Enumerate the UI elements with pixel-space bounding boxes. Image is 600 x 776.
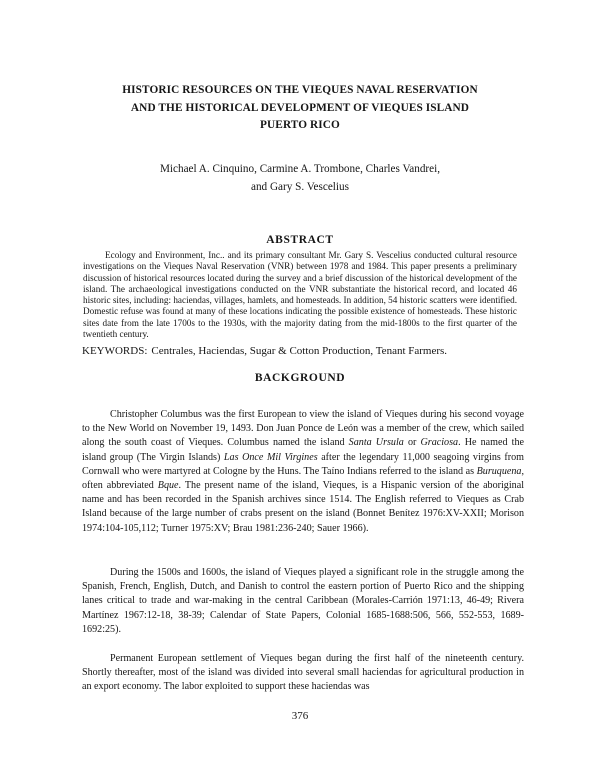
keywords-text: Centrales, Haciendas, Sugar & Cotton Production, Tenant Farmers.	[151, 345, 448, 357]
authors-line-1: Michael A. Cinquino, Carmine A. Trombone, Charles Vandrei,	[159, 163, 441, 175]
abstract-heading: ABSTRACT	[266, 234, 334, 246]
p1-text-a: Christopher Columbus was the first European to view the island of Vieques during his second voyage to the New World on November 19, 1493. Don Juan Ponce de León was a member of the crew, which sailed along the south coast of Vieques. Columbus named the island	[82, 409, 524, 449]
background-paragraph-1	[82, 408, 524, 536]
p1-text-b: or	[403, 437, 421, 449]
p1-italic-las-once-mil-virgines: Las Once Mil Virgines	[223, 451, 318, 463]
keywords-label: KEYWORDS:	[82, 345, 148, 357]
p1-italic-bque: Bque	[157, 480, 179, 492]
page-number: 376	[291, 710, 309, 722]
authors-line-2: and Gary S. Vescelius	[251, 181, 349, 193]
background-paragraph-2: During the 1500s and 1600s, the island of Vieques played a significant role in the struggle among the Spanish, French, English, Dutch, and Danish to control the eastern portion of Puerto Rico and the shipping lanes critical to trade and war-making in the central Caribbean (Morales-Carrión 1971:13, 46-49; Rivera Martínez 1967:12-18, 38-39; Calendar of State Papers, Colonial 1685-1688:506, 566, 552-553, 1689-1692:25).	[82, 567, 524, 635]
p1-text-e: , often abbreviated	[82, 465, 524, 492]
keywords	[82, 345, 522, 357]
p1-text-f: . The present name of the island, Vieques, is a Hispanic version of the aboriginal name and has been recorded in the Spanish archives since 1514. The English referred to Vieques as Crab Island because of the large number of crabs present on the island (Bonnet Benítez 1976:XV-XXII; Morison 1974:104-105,112; Turner 1975:XV; Brau 1981:236-240; Sauer 1966).	[82, 480, 524, 534]
p1-italic-graciosa: Graciosa	[420, 437, 459, 449]
p1-text-d: after the legendary 11,000 seagoing virgins from Cornwall who were martyred at Cologne by the Huns. The Taíno Indians referred to the island as	[82, 451, 524, 477]
background-paragraph-3: Permanent European settlement of Vieques began during the first half of the nineteenth century. Shortly thereafter, most of the island was divided into several small haciendas for agricultural production in an export economy. The labor exploited to support these haciendas was	[82, 653, 524, 693]
background-heading: BACKGROUND	[254, 372, 346, 384]
p1-italic-buruquena: Buruquena	[476, 465, 522, 477]
paper-title-line-2: AND THE HISTORICAL DEVELOPMENT OF VIEQUES ISLAND	[130, 102, 470, 114]
paper-title-line-3: PUERTO RICO	[260, 119, 340, 131]
paper-title-line-1: HISTORIC RESOURCES ON THE VIEQUES NAVAL RESERVATION	[122, 84, 478, 96]
p1-italic-santa-ursula: Santa Ursula	[348, 437, 404, 449]
abstract-text: Ecology and Environment, Inc.. and its primary consultant Mr. Gary S. Vescelius conducted cultural resource investigations on the Vieques Naval Reservation (VNR) between 1978 and 1984. This paper presents a preliminary discussion of historical resources located during the survey and a brief discussion of the historical development of the island. The archaeological investigations conducted on the VNR substantiate the historical record, and located 46 historic sites, including: haciendas, villages, hamlets, and homesteads. In addition, 54 historic scatters were identified. Domestic refuse was found at many of these locations indicating the possible existence of homesteads. These historic sites date from the late 1700s to the 1930s, with the majority dating from the mid-1800s to the first quarter of the twentieth century.	[83, 250, 518, 340]
p1-text-c: . He named the island group (The Virgin Islands)	[82, 437, 524, 463]
